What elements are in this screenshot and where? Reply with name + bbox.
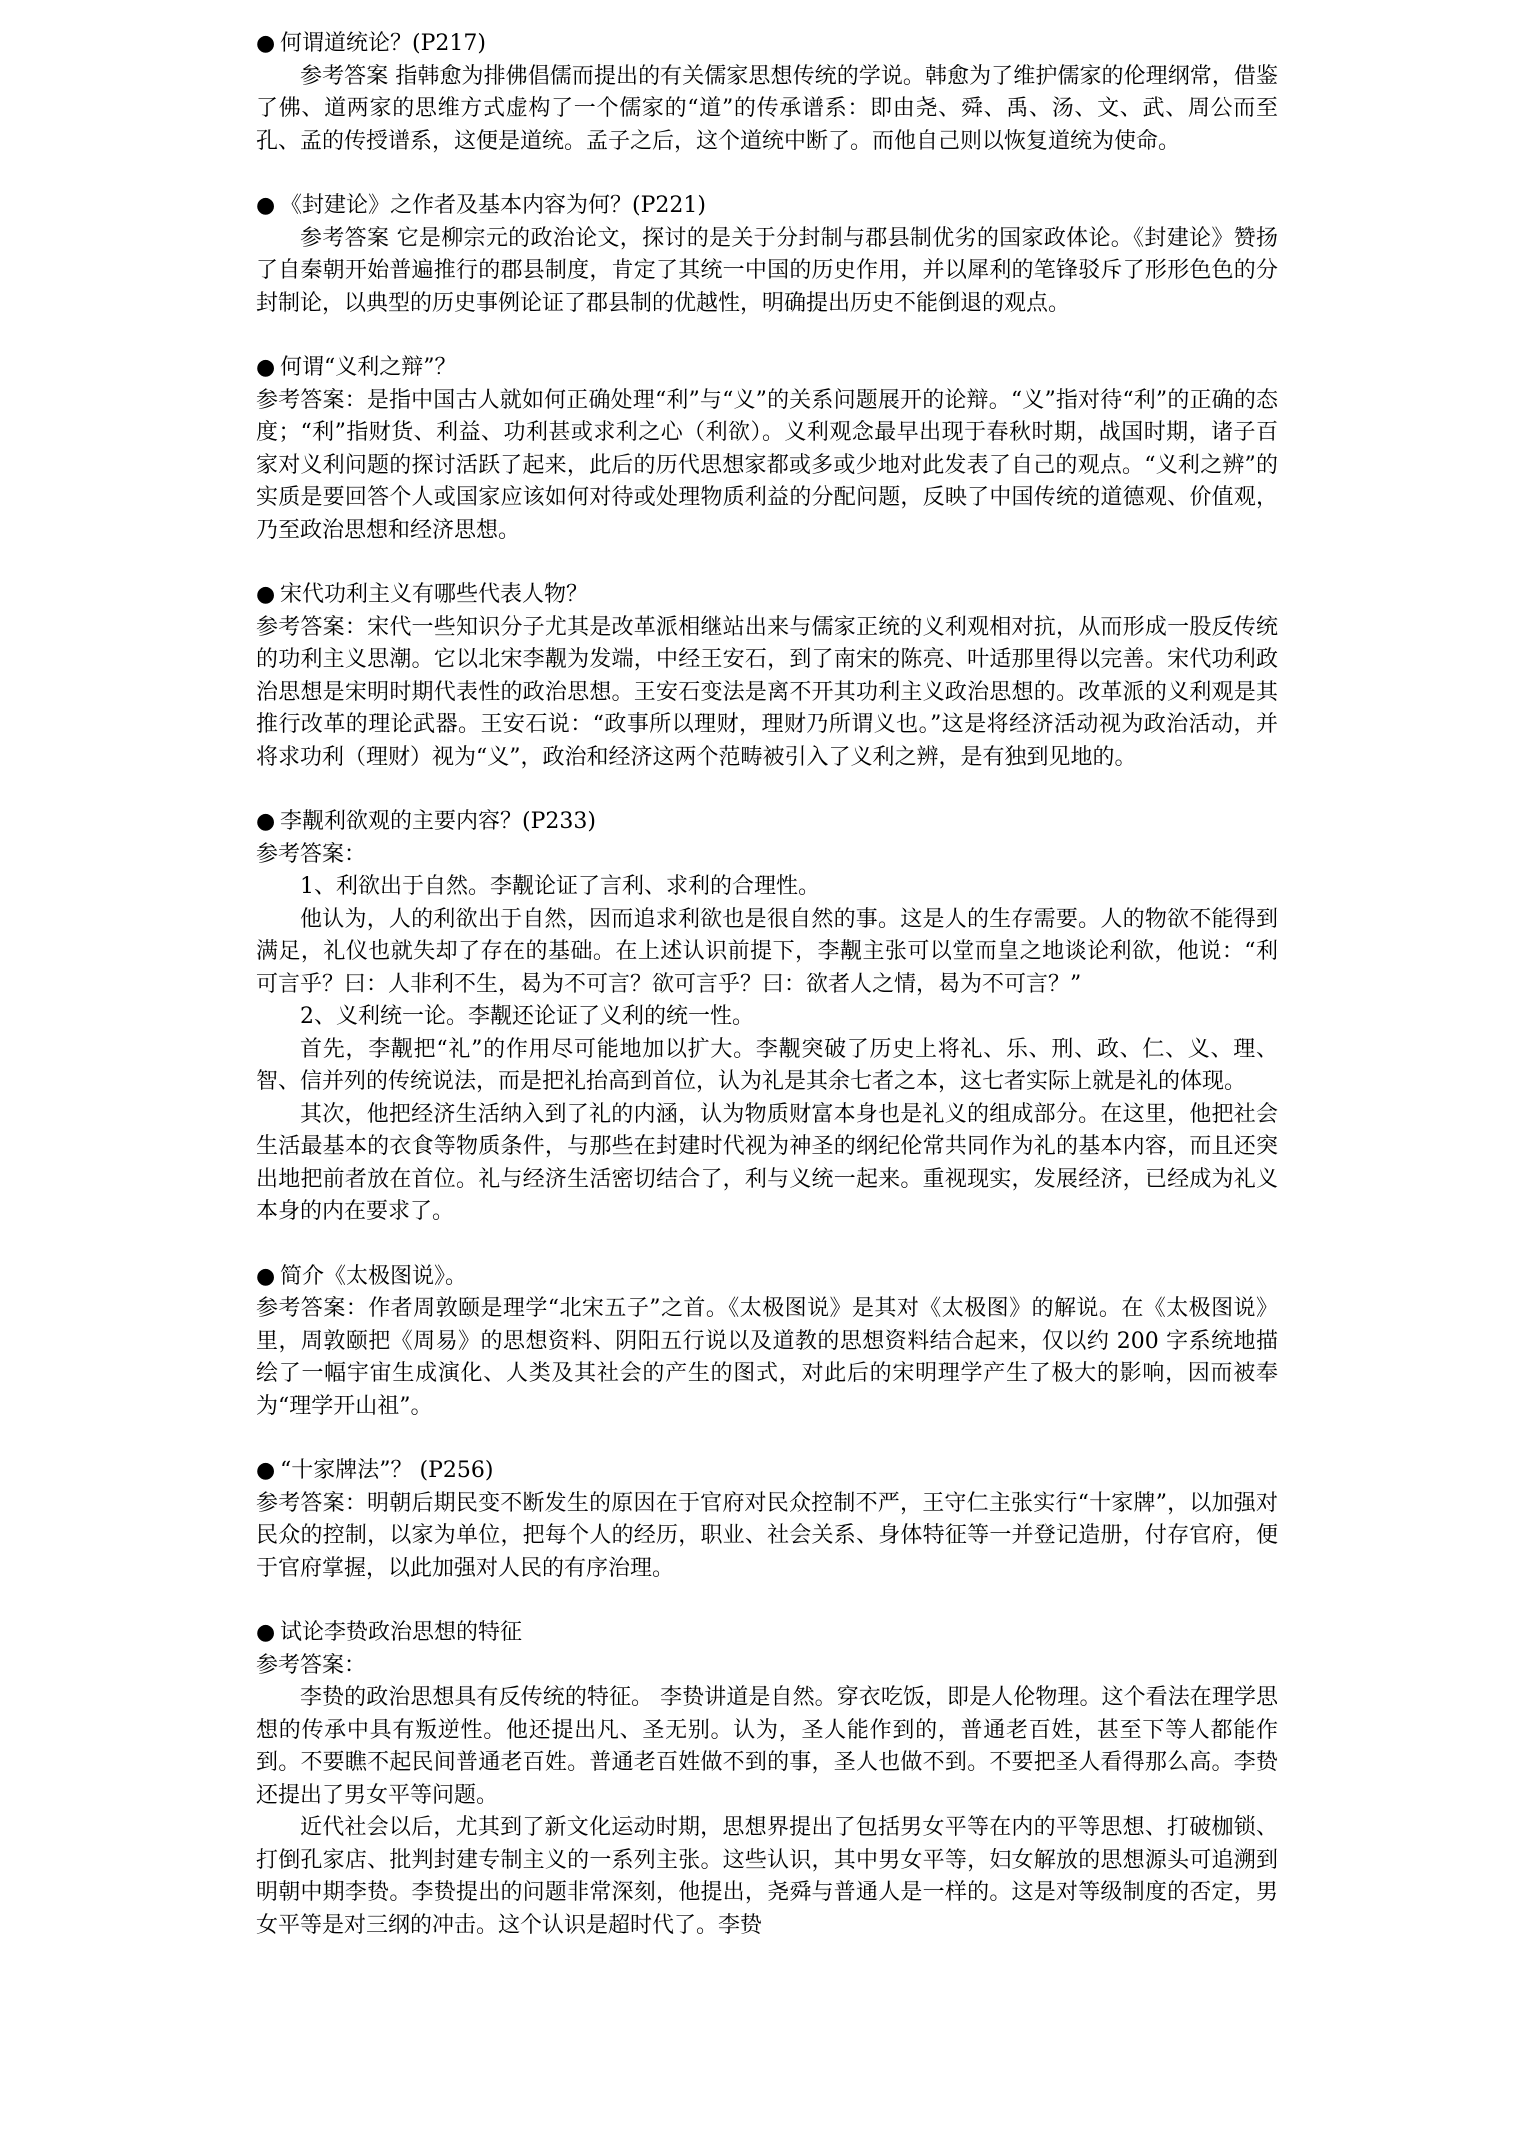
answer-paragraph: 李贽的政治思想具有反传统的特征。 李贽讲道是自然。穿衣吃饭，即是人伦物理。这个看法在理学思想的传承中具有叛逆性。他还提出凡、圣无别。认为，圣人能作到的，普通老百姓，甚至下等人都能作到。不要瞧不起民间普通老百姓。普通老百姓做不到的事，圣人也做不到。不要把圣人看得那么高。李贽还提出了男女平等问题。 (256, 1685, 1278, 1808)
question-heading (256, 190, 1278, 223)
qa-item (256, 190, 1278, 320)
qa-item (256, 1617, 1278, 1942)
question-heading (256, 806, 1278, 839)
qa-item (256, 28, 1278, 158)
question-heading (256, 1261, 1278, 1294)
answer-paragraph: 参考答案：宋代一些知识分子尤其是改革派相继站出来与儒家正统的义利观相对抗，从而形成一股反传统的功利主义思潮。它以北宋李觏为发端，中经王安石，到了南宋的陈亮、叶适那里得以完善。宋代功利政治思想是宋明时期代表性的政治思想。王安石变法是离不开其功利主义政治思想的。改革派的义利观是其推行改革的理论武器。王安石说：“政事所以理财，理财乃所谓义也。”这是将经济活动视为政治活动，并将求功利（理财）视为“义”，政治和经济这两个范畴被引入了义利之辨，是有独到见地的。 (256, 614, 1278, 770)
bullet-icon: ● (256, 582, 276, 607)
bullet-icon: ● (256, 355, 276, 380)
answer-paragraph: 其次，他把经济生活纳入到了礼的内涵，认为物质财富本身也是礼义的组成部分。在这里，他把社会生活最基本的衣食等物质条件，与那些在封建时代视为神圣的纲纪伦常共同作为礼的基本内容，而且还突出地把前者放在首位。礼与经济生活密切结合了，利与义统一起来。重视现实，发展经济，已经成为礼义本身的内在要求了。 (256, 1101, 1278, 1224)
question-text: 宋代功利主义有哪些代表人物？ (280, 582, 589, 607)
qa-item (256, 806, 1278, 1229)
bullet-icon: ● (256, 809, 276, 834)
answer-label: 参考答案： (256, 1652, 367, 1678)
qa-item (256, 1455, 1278, 1585)
answer-paragraph: 2、义利统一论。李觏还论证了义利的统一性。 (300, 1004, 754, 1029)
answer-paragraph: 参考答案：明朝后期民变不断发生的原因在于官府对民众控制不严，王守仁主张实行“十家牌”，以加强对民众的控制，以家为单位，把每个人的经历，职业、社会关系、身体特征等一并登记造册，付存官府，便于官府掌握，以此加强对人民的有序治理。 (256, 1490, 1278, 1581)
question-heading (256, 579, 1278, 612)
answer-paragraph: 近代社会以后，尤其到了新文化运动时期，思想界提出了包括男女平等在内的平等思想、打破枷锁、打倒孔家店、批判封建专制主义的一系列主张。这些认识，其中男女平等，妇女解放的思想源头可追溯到明朝中期李贽。李贽提出的问题非常深刻，他提出，尧舜与普通人是一样的。这是对等级制度的否定，男女平等是对三纲的冲击。这个认识是超时代了。李贽 (256, 1815, 1278, 1938)
qa-item (256, 352, 1278, 547)
question-text: 何谓道统论？(P217) (280, 31, 486, 56)
qa-item (256, 579, 1278, 774)
qa-item (256, 1261, 1278, 1424)
bullet-icon: ● (256, 1263, 276, 1289)
answer-paragraph: 他认为，人的利欲出于自然，因而追求利欲也是很自然的事。这是人的生存需要。人的物欲不能得到满足，礼仪也就失却了存在的基础。在上述认识前提下，李觏主张可以堂而皇之地谈论利欲，他说：“利可言乎？曰：人非利不生，曷为不可言？欲可言乎？曰：欲者人之情，曷为不可言？” (256, 906, 1278, 997)
question-text: 《封建论》之作者及基本内容为何？(P221) (280, 193, 706, 218)
bullet-icon: ● (256, 1620, 276, 1645)
answer-label: 参考答案： (256, 841, 367, 867)
answer-paragraph: 首先，李觏把“礼”的作用尽可能地加以扩大。李觏突破了历史上将礼、乐、刑、政、仁、义、理、智、信并列的传统说法，而是把礼抬高到首位，认为礼是其余七者之本，这七者实际上就是礼的体现。 (256, 1036, 1278, 1094)
question-heading (256, 28, 1278, 61)
answer-paragraph: 1、利欲出于自然。李觏论证了言利、求利的合理性。 (300, 874, 820, 899)
question-text: 李觏利欲观的主要内容？(P233) (280, 809, 596, 834)
question-heading (256, 352, 1278, 385)
question-heading (256, 1617, 1278, 1650)
answer-paragraph: 参考答案：作者周敦颐是理学“北宋五子”之首。《太极图说》是其对《太极图》的解说。在《太极图说》里，周敦颐把《周易》的思想资料、阴阳五行说以及道教的思想资料结合起来，仅以约 200 字系统地描绘了一幅宇宙生成演化、人类及其社会的产生的图式，对此后的宋明理学产生了极大的影响，因而被奉为“理学开山祖”。 (256, 1296, 1278, 1419)
question-heading (256, 1455, 1278, 1488)
bullet-icon: ● (256, 31, 276, 56)
answer-paragraph: 参考答案 指韩愈为排佛倡儒而提出的有关儒家思想传统的学说。韩愈为了维护儒家的伦理纲常，借鉴了佛、道两家的思维方式虚构了一个儒家的“道”的传承谱系：即由尧、舜、禹、汤、文、武、周公而至孔、孟的传授谱系，这便是道统。孟子之后，这个道统中断了。而他自己则以恢复道统为使命。 (256, 63, 1278, 154)
bullet-icon: ● (256, 193, 276, 218)
bullet-icon: ● (256, 1458, 276, 1483)
question-text: 何谓“义利之辩”？ (280, 355, 457, 380)
question-text: 简介《太极图说》。 (280, 1263, 468, 1289)
question-text: “十家牌法”？ (P256) (280, 1458, 494, 1483)
answer-paragraph: 参考答案：是指中国古人就如何正确处理“利”与“义”的关系问题展开的论辩。“义”指对待“利”的正确的态度；“利”指财货、利益、功利甚或求利之心（利欲）。义利观念最早出现于春秋时期，战国时期，诸子百家对义利问题的探讨活跃了起来，此后的历代思想家都或多或少地对此发表了自己的观点。“义利之辨”的实质是要回答个人或国家应该如何对待或处理物质利益的分配问题，反映了中国传统的道德观、价值观，乃至政治思想和经济思想。 (256, 387, 1278, 543)
answer-paragraph: 参考答案 它是柳宗元的政治论文，探讨的是关于分封制与郡县制优劣的国家政体论。《封建论》赞扬了自秦朝开始普遍推行的郡县制度，肯定了其统一中国的历史作用，并以犀利的笔锋驳斥了形形色色的分封制论，以典型的历史事例论证了郡县制的优越性，明确提出历史不能倒退的观点。 (256, 225, 1278, 316)
question-text: 试论李贽政治思想的特征 (280, 1620, 523, 1645)
